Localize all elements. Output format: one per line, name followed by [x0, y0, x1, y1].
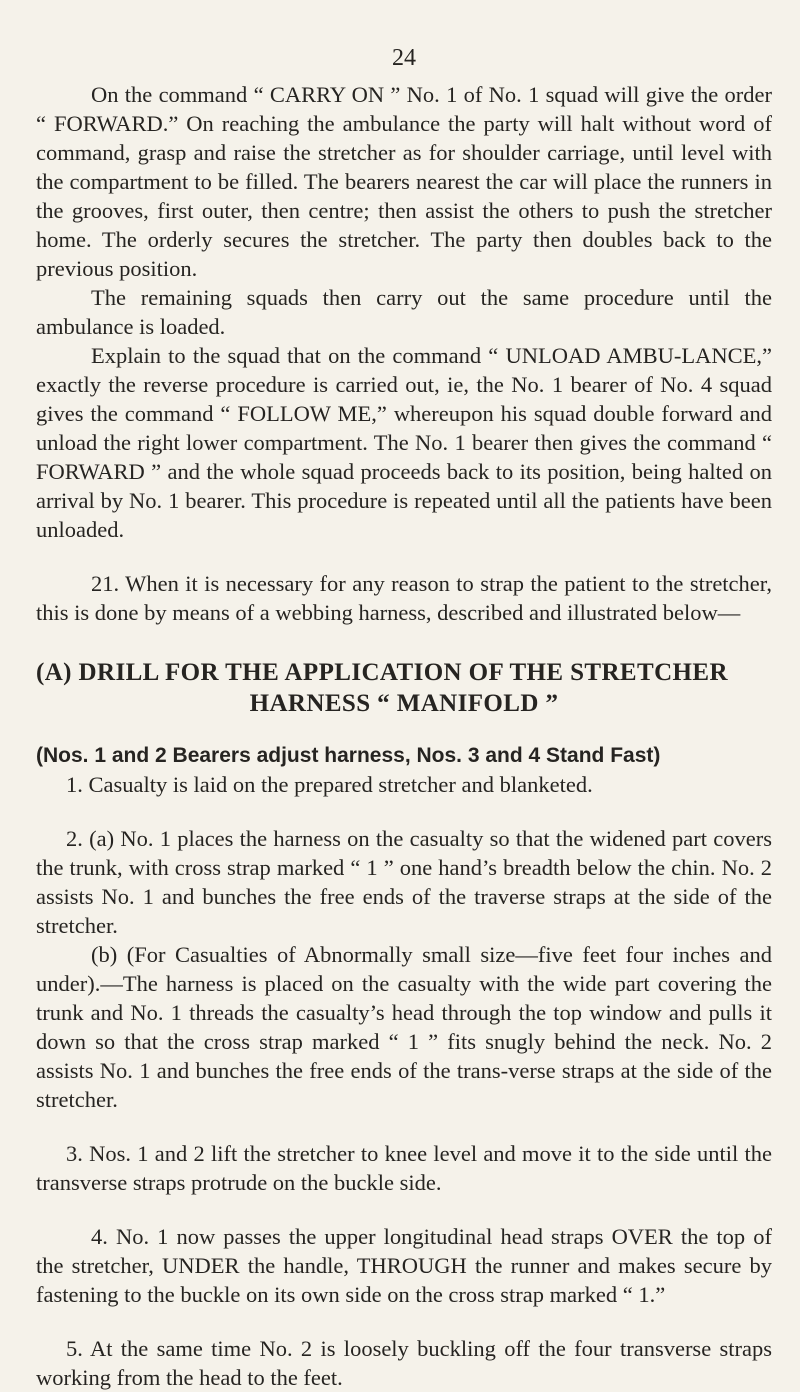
step-3: 3. Nos. 1 and 2 lift the stretcher to knee level and move it to the side until the transverse straps protrude on the buckle side. — [36, 1141, 772, 1195]
page-number: 24 — [392, 45, 416, 71]
paragraph-section-21: 21. When it is necessary for any reason to strap the patient to the stretcher, this is done by means of a webbing harness, described and illustrated below— — [36, 571, 772, 625]
section-heading-line-1: (A) DRILL FOR THE APPLICATION OF THE STRETCHER — [36, 659, 728, 686]
step-5: 5. At the same time No. 2 is loosely buckling off the four transverse straps working from the head to the feet. — [36, 1336, 772, 1390]
paragraph-remaining-squads: The remaining squads then carry out the same procedure until the ambulance is loaded. — [36, 285, 772, 339]
section-heading — [36, 657, 772, 719]
step-2a: 2. (a) No. 1 places the harness on the casualty so that the widened part covers the trunk, with cross strap marked “ 1 ” one hand’s breadth below the chin. No. 2 assists No. 1 and bunches the free ends of the traverse straps at the side of the stretcher. — [36, 826, 772, 938]
section-heading-line-2: HARNESS “ MANIFOLD ” — [249, 690, 559, 717]
step-1: 1. Casualty is laid on the prepared stretcher and blanketed. — [66, 772, 593, 797]
paragraph-carry-on: On the command “ CARRY ON ” No. 1 of No. 1 squad will give the order “ FORWARD.” On reaching the ambulance the party will halt without word of command, grasp and raise the stretcher as for shoulder carriage, until level with the compartment to be filled. The bearers nearest the car will place the runners in the grooves, first outer, then centre; then assist the others to push the stretcher home. The orderly secures the stretcher. The party then doubles back to the previous position. — [36, 82, 772, 281]
step-2b: (b) (For Casualties of Abnormally small size—five feet four inches and under).—The harness is placed on the casualty with the wide part covering the trunk and No. 1 threads the casualty’s head through the top window and pulls it down so that the cross strap marked “ 1 ” fits snugly behind the neck. No. 2 assists No. 1 and bunches the free ends of the trans-verse straps at the side of the stretcher. — [36, 942, 772, 1112]
step-4: 4. No. 1 now passes the upper longitudinal head straps OVER the top of the stretcher, UNDER the handle, THROUGH the runner and makes secure by fastening to the buckle on its own side on the cross strap marked “ 1.” — [36, 1224, 772, 1307]
section-subheading: (Nos. 1 and 2 Bearers adjust harness, Nos. 3 and 4 Stand Fast) — [36, 744, 661, 767]
paragraph-unload-ambulance: Explain to the squad that on the command “ UNLOAD AMBU-LANCE,” exactly the reverse procedure is carried out, ie, the No. 1 bearer of No. 4 squad gives the command “ FOLLOW ME,” whereupon his squad double forward and unload the right lower compartment. The No. 1 bearer then gives the command “ FORWARD ” and the whole squad proceeds back to its position, being halted on arrival by No. 1 bearer. This procedure is repeated until all the patients have been unloaded. — [36, 343, 772, 542]
